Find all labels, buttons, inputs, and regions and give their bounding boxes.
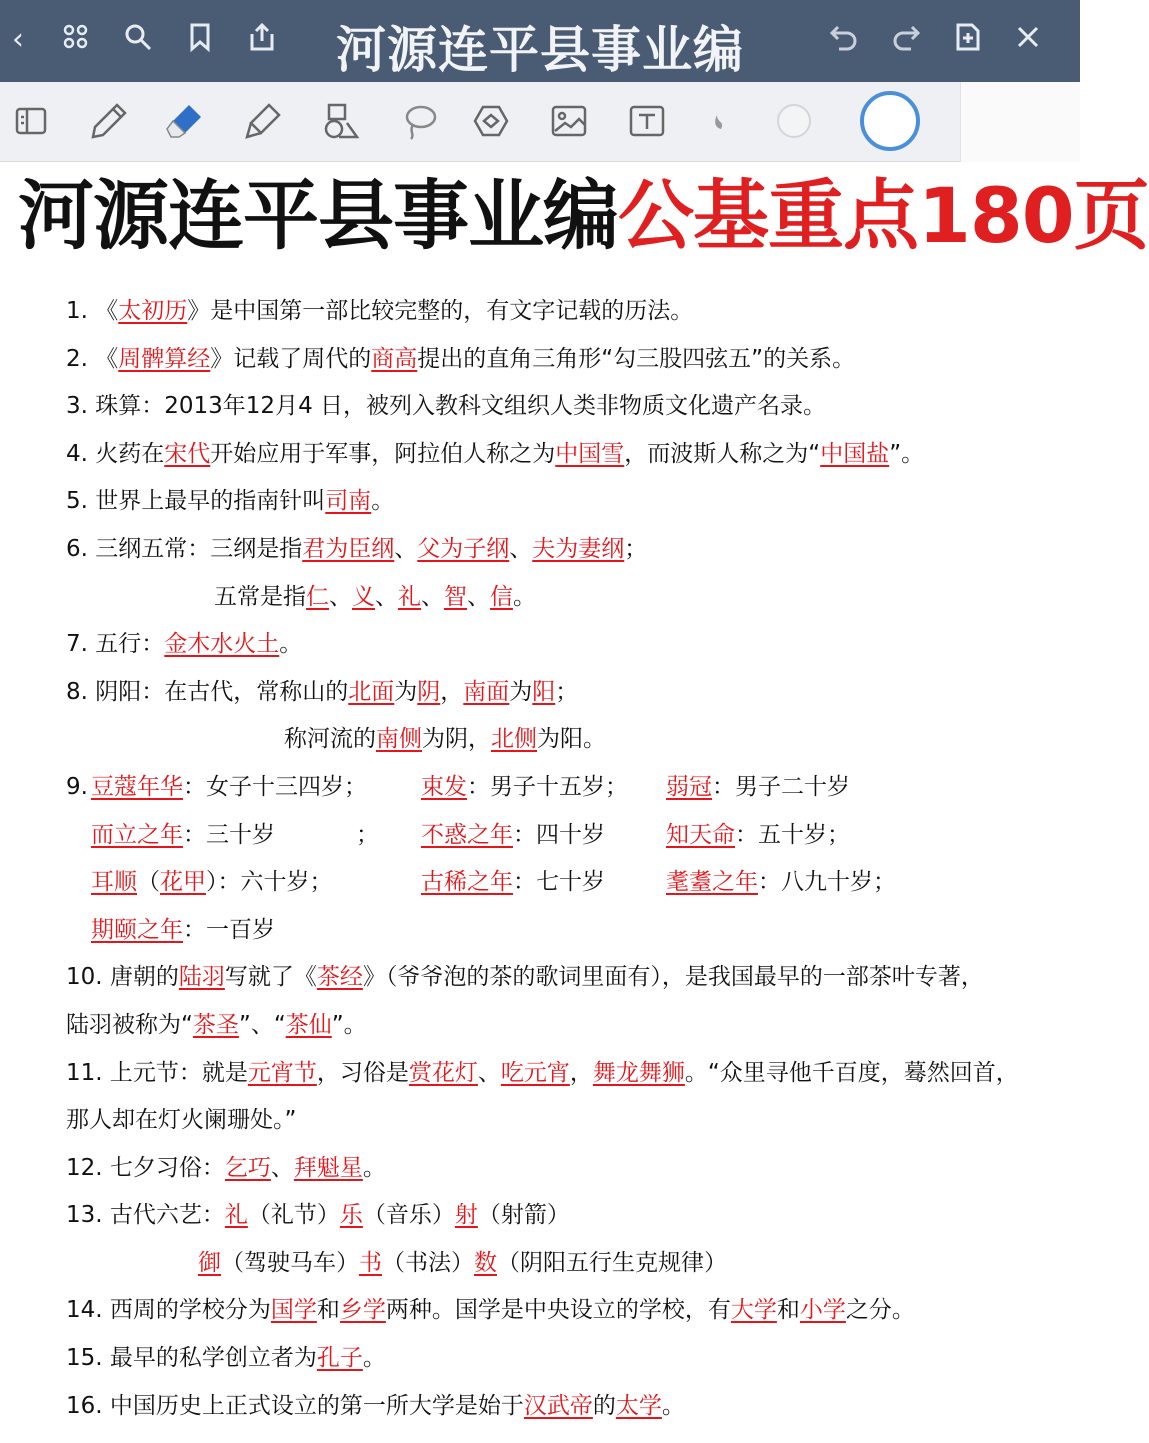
item-number: 11. xyxy=(66,1059,103,1086)
list-item xyxy=(66,526,1066,574)
list-item xyxy=(66,621,1066,669)
list-item xyxy=(66,1145,1066,1193)
item-number: 13. xyxy=(66,1202,103,1229)
highlight: 茶仙 xyxy=(285,1011,332,1038)
text: 、 xyxy=(394,535,418,562)
highlight: 拜魁星 xyxy=(293,1154,363,1181)
sidebar-tool-icon[interactable] xyxy=(4,94,58,148)
highlight: 大学 xyxy=(730,1297,777,1324)
text: 两种。国学是中央设立的学校，有 xyxy=(385,1297,731,1324)
list-item xyxy=(66,431,1066,479)
text: 开始应用于军事，阿拉伯人称之为 xyxy=(210,440,556,467)
list-item xyxy=(66,1192,1066,1240)
app-title: 河源连平县事业编 xyxy=(336,21,744,79)
list-item xyxy=(66,1383,1066,1431)
paper-swatch-icon[interactable] xyxy=(960,82,1080,162)
text: 写就了《 xyxy=(224,964,317,991)
text: 上元节：就是 xyxy=(109,1059,248,1086)
list-item xyxy=(66,1050,1066,1098)
text: ：男子十五岁； xyxy=(467,773,628,800)
text: 为 xyxy=(394,678,418,705)
text: 七夕习俗： xyxy=(109,1154,225,1181)
text: ：男子二十岁 xyxy=(712,773,850,800)
highlight: 弱冠 xyxy=(666,773,712,800)
highlight: 父为子纲 xyxy=(417,535,510,562)
text: ； xyxy=(555,678,579,705)
highlight: 阴 xyxy=(417,678,441,705)
text: 唐朝的 xyxy=(109,964,179,991)
text: （音乐） xyxy=(362,1202,455,1229)
text: ， xyxy=(440,678,464,705)
highlight: 知天命 xyxy=(666,821,735,848)
lasso-tool-icon[interactable] xyxy=(392,94,446,148)
laser-tool-icon[interactable] xyxy=(690,94,744,148)
text: （阴阳五行生克规律） xyxy=(497,1249,727,1276)
highlight: 君为臣纲 xyxy=(302,535,395,562)
list-item-continuation xyxy=(66,574,1066,622)
text: 为阴， xyxy=(422,726,491,753)
shapes-tool-icon[interactable] xyxy=(314,94,368,148)
text: 陆羽被称为“ xyxy=(66,1011,193,1038)
text: 三纲五常：三纲是指 xyxy=(95,535,303,562)
text: 和 xyxy=(316,1297,340,1324)
list-item xyxy=(66,954,1066,1002)
list-item-continuation xyxy=(66,1097,1066,1145)
app-title-bar xyxy=(0,0,1080,82)
drawing-toolbar xyxy=(0,82,1080,162)
highlight: 乞巧 xyxy=(224,1154,271,1181)
text: 为阳。 xyxy=(537,726,606,753)
text: 、 xyxy=(375,583,398,610)
highlight: 北侧 xyxy=(491,726,537,753)
highlight: 周髀算经 xyxy=(118,345,211,372)
list-item xyxy=(66,383,1066,431)
list-item xyxy=(66,478,1066,526)
highlight: 太初历 xyxy=(118,298,188,324)
highlight: 数 xyxy=(474,1249,497,1276)
highlight: 信 xyxy=(490,583,513,610)
highlight: 南面 xyxy=(463,678,510,705)
heading-red: 公基重点180页 xyxy=(618,171,1149,260)
highlight: 孔子 xyxy=(316,1345,363,1372)
text: 称河流的 xyxy=(284,726,376,753)
list-item-continuation xyxy=(66,1240,1066,1288)
text: ：女子十三四岁； xyxy=(183,773,367,800)
undo-icon[interactable] xyxy=(826,22,862,58)
highlight: 阳 xyxy=(532,678,556,705)
text: （驾驶马车） xyxy=(221,1249,359,1276)
color-outline-blue-icon[interactable] xyxy=(855,86,925,156)
text: ，习俗是 xyxy=(316,1059,409,1086)
item-number: 15. xyxy=(66,1345,103,1372)
text: 、 xyxy=(329,583,352,610)
text: 。 xyxy=(362,1154,386,1181)
text: 之分。 xyxy=(845,1297,915,1324)
highlight: 射 xyxy=(454,1202,478,1229)
text: 《 xyxy=(95,345,119,372)
text: ； xyxy=(356,821,379,848)
highlight: 而立之年 xyxy=(91,821,183,848)
text: 阴阳：在古代，常称山的 xyxy=(95,678,349,705)
highlighter-tool-icon[interactable] xyxy=(236,94,290,148)
heading-black: 河源连平县事业编 xyxy=(18,171,618,260)
text: ， xyxy=(569,1059,593,1086)
highlight: 吃元宵 xyxy=(500,1059,570,1086)
text: ”。 xyxy=(889,440,925,467)
item-number: 3. xyxy=(66,393,88,420)
highlight: 陆羽 xyxy=(178,964,225,991)
highlight: 司南 xyxy=(325,488,372,515)
item-number: 2. xyxy=(66,345,88,372)
text: 的 xyxy=(592,1392,616,1419)
item-number: 14. xyxy=(66,1297,103,1324)
pen-tool-icon[interactable] xyxy=(82,94,136,148)
highlight: 束发 xyxy=(421,773,467,800)
text: 提出的直角三角形“勾三股四弦五”的关系。 xyxy=(417,345,856,372)
text: 世界上最早的指南针叫 xyxy=(95,488,326,515)
text: 五常是指 xyxy=(214,583,306,610)
list-item xyxy=(66,669,1066,717)
text: ”、“ xyxy=(238,1011,286,1038)
highlight: 义 xyxy=(352,583,375,610)
text: 《 xyxy=(95,298,119,324)
highlight: 茶经 xyxy=(316,964,363,991)
text: （ xyxy=(137,869,160,896)
text: 五行： xyxy=(95,631,165,658)
highlight: 耄耋之年 xyxy=(666,869,758,896)
text: 古代六艺： xyxy=(109,1202,225,1229)
highlight: 太学 xyxy=(615,1392,662,1419)
highlight: 宋代 xyxy=(164,440,211,467)
highlight: 小学 xyxy=(799,1297,846,1324)
highlight: 期颐之年 xyxy=(91,916,183,943)
highlight: 北面 xyxy=(348,678,395,705)
page-heading xyxy=(18,168,1149,264)
highlight: 汉武帝 xyxy=(523,1392,593,1419)
text: （书法） xyxy=(382,1249,474,1276)
text: （礼节） xyxy=(247,1202,340,1229)
highlight: 花甲 xyxy=(160,869,206,896)
text: ”。 xyxy=(331,1011,367,1038)
text: ：八九十岁； xyxy=(758,869,896,896)
item-number: 12. xyxy=(66,1154,103,1181)
text: 最早的私学创立者为 xyxy=(109,1345,317,1372)
text: 》记载了周代的 xyxy=(210,345,372,372)
highlight: 金木水火土 xyxy=(164,631,280,658)
highlight: 中国盐 xyxy=(820,440,890,467)
list-item xyxy=(66,1335,1066,1383)
text: 、 xyxy=(467,583,490,610)
close-icon[interactable] xyxy=(1010,22,1046,58)
text: 》是中国第一部比较完整的，有文字记载的历法。 xyxy=(187,298,694,324)
color-light-gray-icon[interactable] xyxy=(767,94,821,148)
highlight: 商高 xyxy=(371,345,418,372)
text: 。“众里寻他千百度，蓦然回首， xyxy=(684,1059,1019,1086)
list-item-continuation xyxy=(66,1002,1066,1050)
highlight: 元宵节 xyxy=(247,1059,317,1086)
highlight: 乡学 xyxy=(339,1297,386,1324)
list-item xyxy=(66,288,1066,336)
text: 为 xyxy=(509,678,533,705)
text: ，而波斯人称之为“ xyxy=(624,440,821,467)
list-item-continuation xyxy=(66,812,1066,860)
highlight: 古稀之年 xyxy=(421,869,513,896)
list-item-continuation xyxy=(66,907,1066,955)
text-tool-icon[interactable] xyxy=(620,94,674,148)
text: ：一百岁 xyxy=(183,916,275,943)
highlight: 不惑之年 xyxy=(421,821,513,848)
text: 珠算：2013年12月4 日，被列入教科文组织人类非物质文化遗产名录。 xyxy=(95,393,827,420)
highlight: 国学 xyxy=(270,1297,317,1324)
text: 、 xyxy=(270,1154,294,1181)
highlight: 礼 xyxy=(398,583,421,610)
text: 。 xyxy=(371,488,395,515)
item-number: 8. xyxy=(66,678,88,705)
text: ：四十岁 xyxy=(513,821,605,848)
text: 那人却在灯火阑珊处。” xyxy=(66,1107,297,1134)
highlight: 中国雪 xyxy=(555,440,625,467)
highlight: 仁 xyxy=(306,583,329,610)
highlight: 书 xyxy=(359,1249,382,1276)
text: 。 xyxy=(513,583,536,610)
redo-icon[interactable] xyxy=(888,22,924,58)
text: （射箭） xyxy=(477,1202,570,1229)
highlight: 智 xyxy=(444,583,467,610)
text: 、 xyxy=(477,1059,501,1086)
text: 中国历史上正式设立的第一所大学是始于 xyxy=(109,1392,524,1419)
item-number: 5. xyxy=(66,488,88,515)
text: 西周的学校分为 xyxy=(109,1297,271,1324)
highlight: 御 xyxy=(198,1249,221,1276)
list-item xyxy=(66,336,1066,384)
highlight: 豆蔻年华 xyxy=(91,773,183,800)
highlight: 夫为妻纲 xyxy=(532,535,625,562)
sticker-tool-icon[interactable] xyxy=(464,94,518,148)
text: 。 xyxy=(279,631,303,658)
image-tool-icon[interactable] xyxy=(542,94,596,148)
text: 。 xyxy=(661,1392,685,1419)
text: ； xyxy=(624,535,648,562)
back-icon[interactable]: ‹ xyxy=(12,22,24,57)
item-number: 1. xyxy=(66,298,88,324)
text: 火药在 xyxy=(95,440,165,467)
highlight: 赏花灯 xyxy=(408,1059,478,1086)
eraser-tool-icon[interactable] xyxy=(158,94,212,148)
text: 、 xyxy=(421,583,444,610)
list-item xyxy=(66,1287,1066,1335)
item-number: 16. xyxy=(66,1392,103,1419)
highlight: 礼 xyxy=(224,1202,248,1229)
text: 。 xyxy=(362,1345,386,1372)
text: ：三十岁 xyxy=(183,821,275,848)
highlight: 茶圣 xyxy=(192,1011,239,1038)
item-number: 6. xyxy=(66,535,88,562)
text: 和 xyxy=(776,1297,800,1324)
item-number: 7. xyxy=(66,631,88,658)
list-item-continuation xyxy=(66,716,1066,764)
highlight: 南侧 xyxy=(376,726,422,753)
add-page-icon[interactable] xyxy=(950,22,986,58)
item-number: 10. xyxy=(66,964,103,991)
text: ：七十岁 xyxy=(513,869,605,896)
highlight: 舞龙舞狮 xyxy=(592,1059,685,1086)
text: ：五十岁； xyxy=(735,821,850,848)
list-item-continuation xyxy=(66,859,1066,907)
text: 、 xyxy=(509,535,533,562)
text: 》（爷爷泡的茶的歌词里面有），是我国最早的一部茶叶专著， xyxy=(362,964,984,991)
item-number: 9. xyxy=(66,773,88,800)
highlight: 耳顺 xyxy=(91,869,137,896)
list-item xyxy=(66,764,1066,812)
notes-content xyxy=(66,288,1066,1430)
text: ）：六十岁； xyxy=(206,869,333,896)
highlight: 乐 xyxy=(339,1202,363,1229)
item-number: 4. xyxy=(66,440,88,467)
